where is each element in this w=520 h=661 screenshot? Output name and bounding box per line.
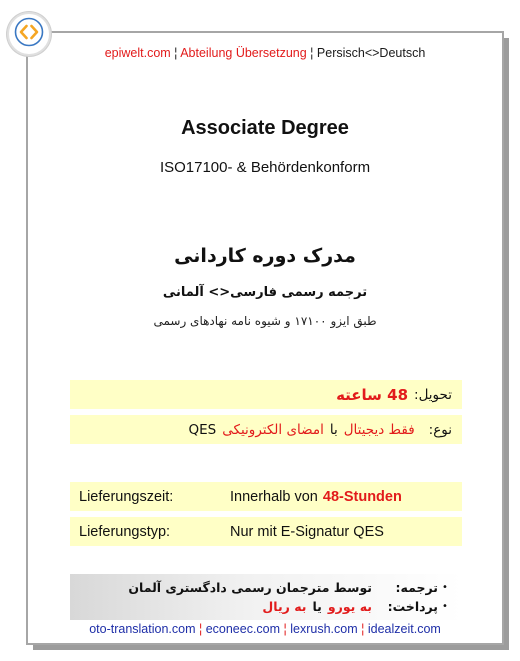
- translation-row: [70, 578, 452, 597]
- payment-or: یا: [312, 599, 322, 614]
- translation-value: توسط مترجمان رسمی دادگستری آلمان: [128, 580, 372, 595]
- footer-separator: ¦: [195, 622, 206, 636]
- header-line: [28, 46, 502, 60]
- bullet-icon: •: [442, 582, 448, 593]
- logo[interactable]: [7, 12, 51, 56]
- fa-delivery-label: تحویل:: [414, 386, 452, 403]
- de-type-value: Nur mit E-Signatur QES: [230, 523, 384, 540]
- site-link[interactable]: epiwelt.com: [104, 46, 171, 60]
- footer-separator: ¦: [280, 622, 291, 636]
- fa-delivery-value: 48 ساعته: [336, 385, 409, 404]
- fa-type-row: [70, 415, 462, 444]
- fa-type-label: نوع:: [428, 421, 452, 438]
- footer-link[interactable]: idealzeit.com: [367, 622, 441, 636]
- footer-link[interactable]: lexrush.com: [290, 622, 358, 636]
- footer-links: [28, 622, 502, 636]
- footer-link[interactable]: oto-translation.com: [89, 622, 196, 636]
- de-delivery-label: Lieferungszeit:: [79, 488, 174, 505]
- fa-type-value-with: با: [329, 421, 338, 438]
- de-type-label: Lieferungstyp:: [79, 523, 171, 540]
- footer-link[interactable]: econeec.com: [205, 622, 281, 636]
- languages-label: Persisch<>Deutsch: [316, 46, 426, 60]
- document-subtitle-en: ISO17100- & Behördenkonform: [159, 159, 371, 176]
- bullet-icon: •: [442, 601, 448, 612]
- de-delivery-prefix: Innerhalb von: [230, 488, 318, 505]
- payment-label: پرداخت:: [387, 599, 438, 614]
- code-brackets-icon: [14, 17, 44, 51]
- fa-type-value-esign: امضای الکترونیکی: [222, 421, 324, 438]
- document-card: [26, 31, 504, 645]
- payment-rial: به ریال: [262, 599, 307, 614]
- translation-label: ترجمه:: [395, 580, 438, 595]
- department-link[interactable]: Abteilung Übersetzung: [180, 46, 307, 60]
- header-separator: ¦: [170, 46, 181, 60]
- de-delivery-highlight: 48-Stunden: [322, 488, 402, 505]
- document-subtitle-fa: ترجمه رسمی فارسی<> آلمانی: [162, 285, 368, 300]
- footer-separator: ¦: [357, 622, 368, 636]
- de-delivery-row: [70, 482, 462, 511]
- fa-type-value-qes: QES: [188, 421, 217, 438]
- de-type-row: [70, 517, 462, 546]
- fa-delivery-row: [70, 380, 462, 409]
- info-box: [70, 574, 462, 620]
- payment-row: [70, 597, 452, 616]
- standard-note-fa: طبق ایزو ۱۷۱۰۰ و شیوه نامه نهادهای رسمی: [153, 314, 377, 328]
- document-title-en: Associate Degree: [181, 117, 349, 139]
- fa-type-value-digital: فقط دیجیتال: [343, 421, 415, 438]
- header-separator: ¦: [306, 46, 317, 60]
- document-title-fa: مدرک دوره کاردانی: [174, 245, 356, 267]
- payment-euro: به یورو: [327, 599, 372, 614]
